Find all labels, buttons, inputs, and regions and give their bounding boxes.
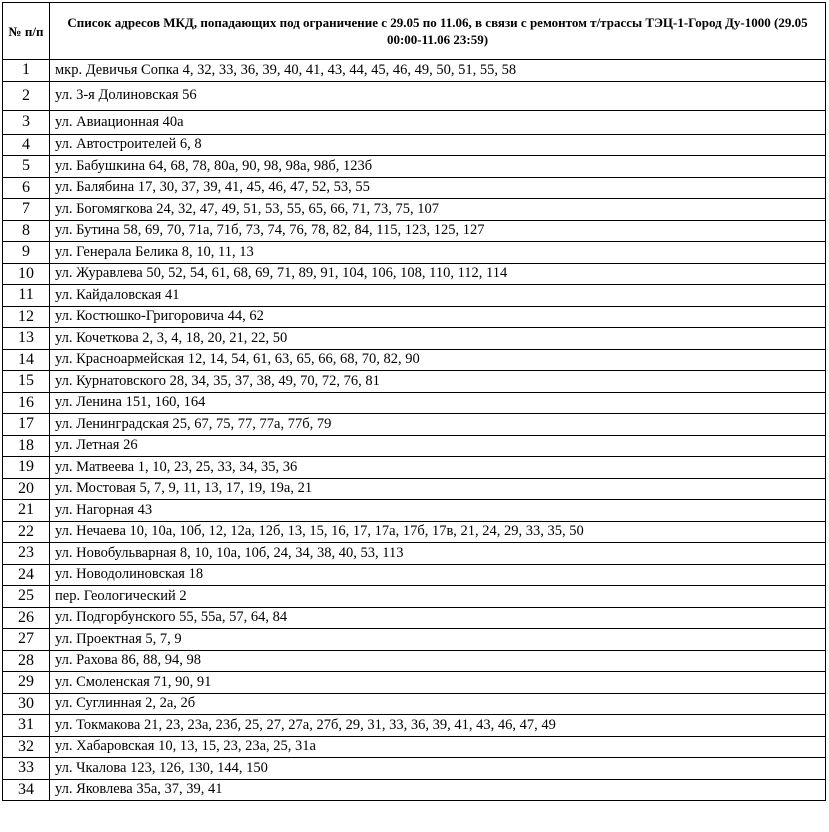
table-row xyxy=(3,349,826,371)
row-number: 31 xyxy=(3,715,50,737)
table-row xyxy=(3,306,826,328)
row-number: 4 xyxy=(3,134,50,156)
row-address: ул. Авиационная 40а xyxy=(50,110,826,134)
row-address: ул. Новобульварная 8, 10, 10а, 10б, 24, 34, 38, 40, 53, 113 xyxy=(50,543,826,565)
row-number: 33 xyxy=(3,758,50,780)
row-number: 12 xyxy=(3,306,50,328)
row-address: ул. Суглинная 2, 2а, 2б xyxy=(50,693,826,715)
table-row xyxy=(3,81,826,110)
row-number: 10 xyxy=(3,263,50,285)
row-address: ул. Токмакова 21, 23, 23а, 23б, 25, 27, 27а, 27б, 29, 31, 33, 36, 39, 41, 43, 46, 47, 49 xyxy=(50,715,826,737)
table-row xyxy=(3,607,826,629)
table-row xyxy=(3,220,826,242)
table-row xyxy=(3,199,826,221)
row-address: ул. Рахова 86, 88, 94, 98 xyxy=(50,650,826,672)
row-number: 34 xyxy=(3,779,50,801)
row-number: 11 xyxy=(3,285,50,307)
row-number: 14 xyxy=(3,349,50,371)
row-number: 32 xyxy=(3,736,50,758)
row-address: ул. Курнатовского 28, 34, 35, 37, 38, 49, 70, 72, 76, 81 xyxy=(50,371,826,393)
table-row xyxy=(3,650,826,672)
table-header-row xyxy=(3,3,826,60)
row-number: 25 xyxy=(3,586,50,608)
table-row xyxy=(3,758,826,780)
row-number: 3 xyxy=(3,110,50,134)
row-address: ул. Журавлева 50, 52, 54, 61, 68, 69, 71, 89, 91, 104, 106, 108, 110, 112, 114 xyxy=(50,263,826,285)
row-address: ул. Новодолиновская 18 xyxy=(50,564,826,586)
row-address: ул. Чкалова 123, 126, 130, 144, 150 xyxy=(50,758,826,780)
row-address: ул. Бабушкина 64, 68, 78, 80а, 90, 98, 98а, 98б, 123б xyxy=(50,156,826,178)
row-address: мкр. Девичья Сопка 4, 32, 33, 36, 39, 40, 41, 43, 44, 45, 46, 49, 50, 51, 55, 58 xyxy=(50,60,826,82)
row-address: ул. Костюшко-Григоровича 44, 62 xyxy=(50,306,826,328)
row-number: 15 xyxy=(3,371,50,393)
row-address: ул. Матвеева 1, 10, 23, 25, 33, 34, 35, 36 xyxy=(50,457,826,479)
table-row xyxy=(3,736,826,758)
table-row xyxy=(3,414,826,436)
table-row xyxy=(3,672,826,694)
table-row xyxy=(3,693,826,715)
table-row xyxy=(3,500,826,522)
row-number: 30 xyxy=(3,693,50,715)
table-row xyxy=(3,715,826,737)
table-row xyxy=(3,328,826,350)
row-address: ул. 3-я Долиновская 56 xyxy=(50,81,826,110)
table-body xyxy=(3,60,826,801)
address-table xyxy=(2,2,826,801)
table-row xyxy=(3,478,826,500)
row-address: ул. Кайдаловская 41 xyxy=(50,285,826,307)
table-row xyxy=(3,435,826,457)
table-row xyxy=(3,156,826,178)
row-address: ул. Подгорбунского 55, 55а, 57, 64, 84 xyxy=(50,607,826,629)
row-number: 28 xyxy=(3,650,50,672)
row-address: ул. Генерала Белика 8, 10, 11, 13 xyxy=(50,242,826,264)
row-number: 24 xyxy=(3,564,50,586)
row-address: ул. Автостроителей 6, 8 xyxy=(50,134,826,156)
row-number: 23 xyxy=(3,543,50,565)
row-address: ул. Кочеткова 2, 3, 4, 18, 20, 21, 22, 50 xyxy=(50,328,826,350)
row-address: ул. Яковлева 35а, 37, 39, 41 xyxy=(50,779,826,801)
table-row xyxy=(3,110,826,134)
row-number: 18 xyxy=(3,435,50,457)
table-row xyxy=(3,263,826,285)
table-row xyxy=(3,543,826,565)
row-address: ул. Ленина 151, 160, 164 xyxy=(50,392,826,414)
table-row xyxy=(3,392,826,414)
table-row xyxy=(3,60,826,82)
row-number: 22 xyxy=(3,521,50,543)
row-address: ул. Ленинградская 25, 67, 75, 77, 77а, 77б, 79 xyxy=(50,414,826,436)
row-number: 20 xyxy=(3,478,50,500)
row-address: ул. Балябина 17, 30, 37, 39, 41, 45, 46, 47, 52, 53, 55 xyxy=(50,177,826,199)
row-address: ул. Нагорная 43 xyxy=(50,500,826,522)
row-address: ул. Богомягкова 24, 32, 47, 49, 51, 53, 55, 65, 66, 71, 73, 75, 107 xyxy=(50,199,826,221)
table-row xyxy=(3,779,826,801)
row-number: 9 xyxy=(3,242,50,264)
table-row xyxy=(3,177,826,199)
row-number: 17 xyxy=(3,414,50,436)
row-number: 2 xyxy=(3,81,50,110)
table-row xyxy=(3,564,826,586)
row-address: ул. Проектная 5, 7, 9 xyxy=(50,629,826,651)
address-column-header: Список адресов МКД, попадающих под ограничение с 29.05 по 11.06, в связи с ремонтом т/трассы ТЭЦ-1-Город Ду-1000 (29.05 00:00-11.06 23:59) xyxy=(50,3,826,60)
number-column-header: № п/п xyxy=(3,3,50,60)
table-row xyxy=(3,457,826,479)
row-number: 29 xyxy=(3,672,50,694)
table-row xyxy=(3,242,826,264)
table-row xyxy=(3,521,826,543)
row-number: 16 xyxy=(3,392,50,414)
row-address: ул. Мостовая 5, 7, 9, 11, 13, 17, 19, 19а, 21 xyxy=(50,478,826,500)
row-address: пер. Геологический 2 xyxy=(50,586,826,608)
row-number: 5 xyxy=(3,156,50,178)
table-row xyxy=(3,371,826,393)
row-number: 8 xyxy=(3,220,50,242)
table-row xyxy=(3,134,826,156)
row-address: ул. Бутина 58, 69, 70, 71а, 71б, 73, 74, 76, 78, 82, 84, 115, 123, 125, 127 xyxy=(50,220,826,242)
table-row xyxy=(3,586,826,608)
row-number: 1 xyxy=(3,60,50,82)
row-address: ул. Летная 26 xyxy=(50,435,826,457)
row-address: ул. Хабаровская 10, 13, 15, 23, 23а, 25, 31а xyxy=(50,736,826,758)
row-number: 7 xyxy=(3,199,50,221)
row-number: 6 xyxy=(3,177,50,199)
row-address: ул. Смоленская 71, 90, 91 xyxy=(50,672,826,694)
row-number: 26 xyxy=(3,607,50,629)
row-number: 21 xyxy=(3,500,50,522)
row-number: 19 xyxy=(3,457,50,479)
row-address: ул. Нечаева 10, 10а, 10б, 12, 12а, 12б, 13, 15, 16, 17, 17а, 17б, 17в, 21, 24, 29, 33, 35, 50 xyxy=(50,521,826,543)
row-number: 27 xyxy=(3,629,50,651)
table-row xyxy=(3,629,826,651)
table-row xyxy=(3,285,826,307)
row-address: ул. Красноармейская 12, 14, 54, 61, 63, 65, 66, 68, 70, 82, 90 xyxy=(50,349,826,371)
row-number: 13 xyxy=(3,328,50,350)
